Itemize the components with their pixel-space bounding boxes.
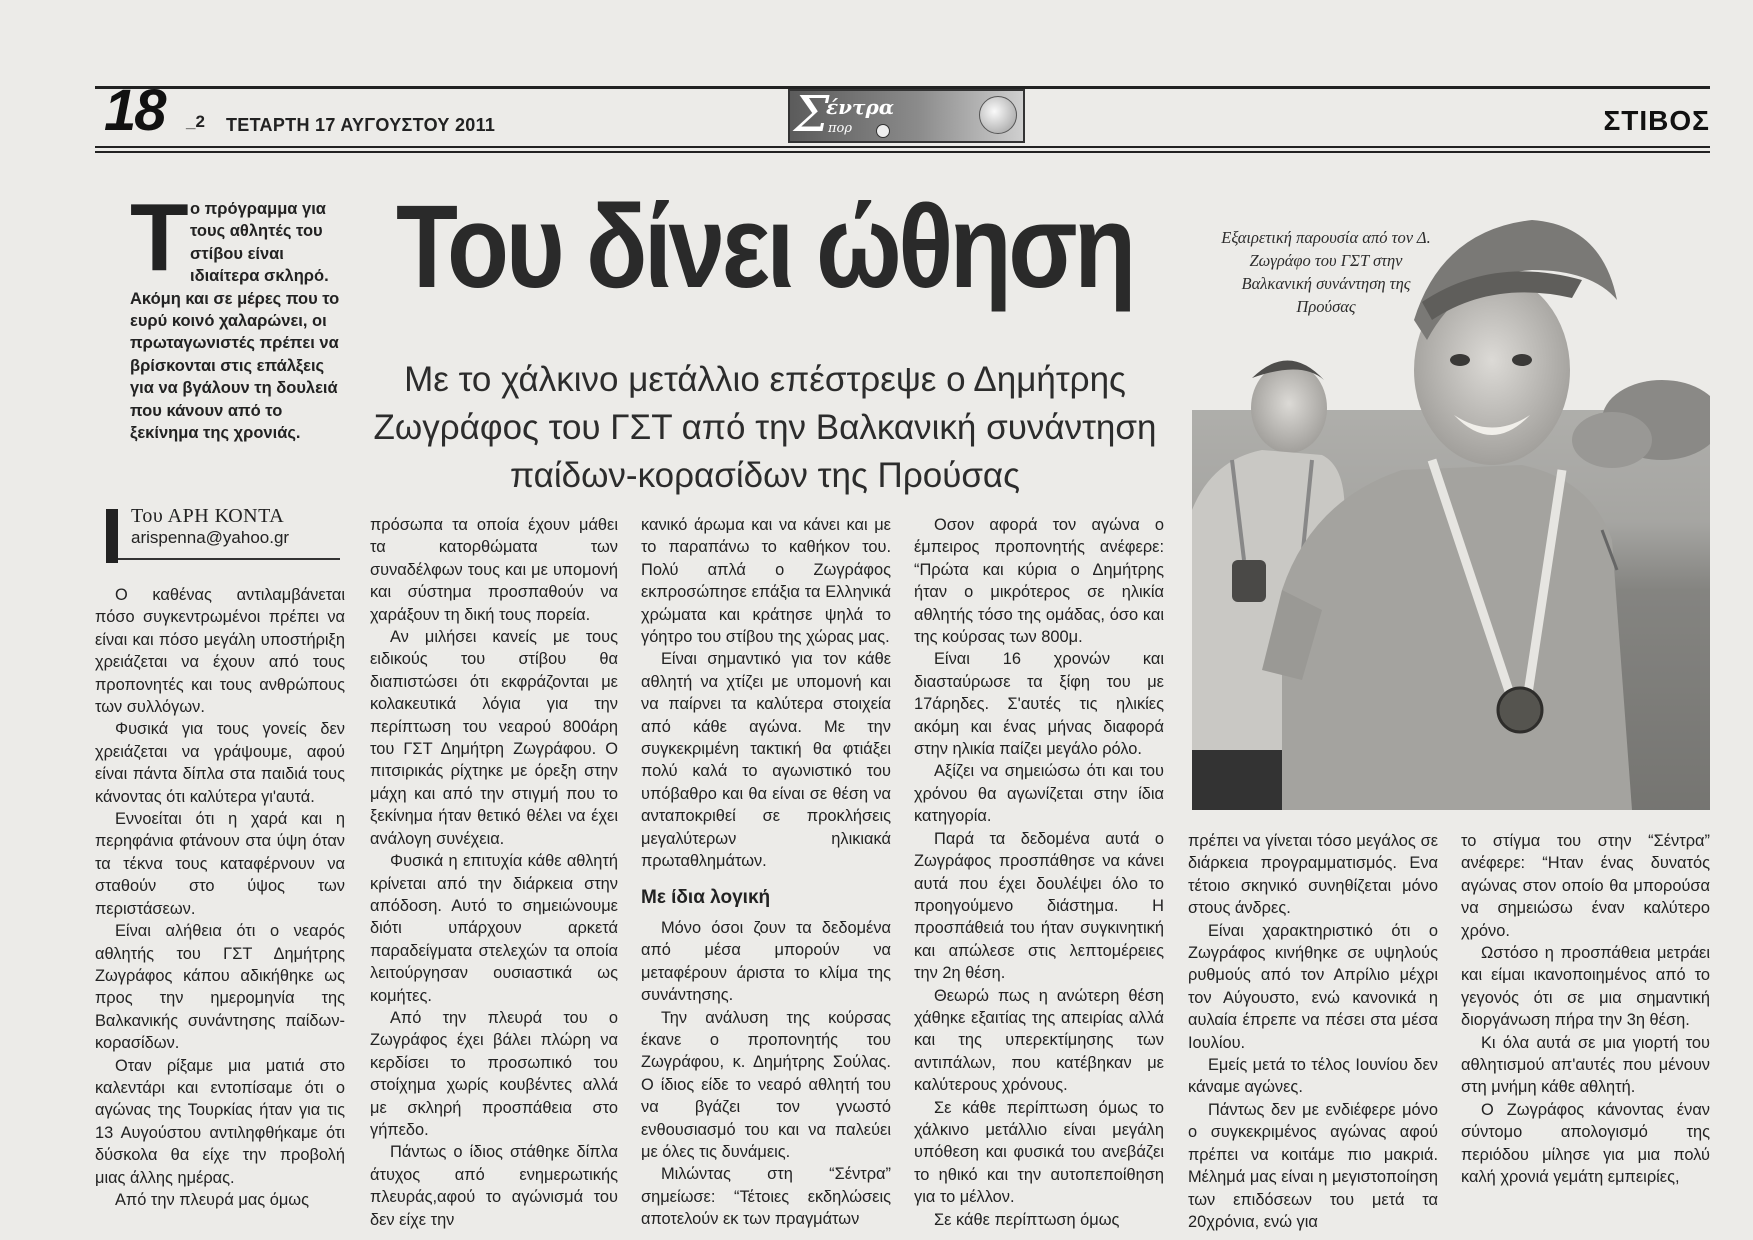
paragraph: Αν μιλήσει κανείς με τους ειδικούς του στίβου θα διαπιστώσει ότι εκφράζονται με κολακευτικά λόγια για την περίπτωση του νεαρού 800άρη του ΓΣΤ Δημήτρη Ζωγράφου. Ο πιτσιρικάς ρίχτηκε με όρεξη στην μάχη και από την στιγμή που το ξεκίνημα ήταν θετικό θέλει να έχει ανάλογη συνέχεια. <box>370 628 618 848</box>
section-subtitle: Με ίδια λογική <box>641 886 771 908</box>
paragraph: Είναι αλήθεια ότι ο νεαρός αθλητής του ΓΣΤ Δημήτρης Ζωγράφος κάπου αδικήθηκε ως προς την ημερομηνία της Βαλκανικής συνάντησης παίδων-κορασίδων. <box>95 922 345 1053</box>
article-subheadline: Με το χάλκινο μετάλλιο επέστρεψε ο Δημήτρης Ζωγράφος του ΓΣΤ από την Βαλκανική συνάντηση παίδων-κορασίδων της Προύσας <box>373 360 1157 495</box>
intro-dropcap: Τ <box>130 184 189 291</box>
article-headline: Του δίνει ώθηση <box>396 181 1133 313</box>
paragraph: Πάντως δεν με ενδιέφερε μόνο ο συγκεκριμένος αγώνας αφού πρέπει να κοιτάμε πιο μακριά. Μέλημά μας είναι η μεγιστοποίηση των επιδόσεων του μετά τα 20χρόνια, ενώ για <box>1188 1100 1438 1231</box>
page-number: 18 <box>104 78 165 143</box>
paragraph: πρόσωπα τα οποία έχουν μάθει τα κατορθώματα των συναδέλφων τους και με υπομονή και σύστημα προσπαθούν να χαράξουν τη δική τους πορεία. <box>370 516 618 624</box>
paragraph: Εμείς μετά το τέλος Ιουνίου δεν κάναμε αγώνες. <box>1188 1056 1438 1097</box>
emblem-icon <box>979 96 1017 134</box>
paragraph: Φυσικά για τους γονείς δεν χρειάζεται να γράψουμε, αφού είναι πάντα δίπλα στα παιδιά τους κάνοντας ότι καλύτερα γι'αυτά. <box>95 720 345 806</box>
article-column-5 <box>1188 830 1438 1240</box>
paragraph: Ο καθένας αντιλαμβάνεται πόσο συγκεντρωμένοι πρέπει να είναι και πόσο μεγάλη υποστήριξη χρειάζεται να έχουν από τους προπονητές και τους ανθρώπους των συλλόγων. <box>95 586 345 717</box>
paragraph: Οσον αφορά τον αγώνα ο έμπειρος προπονητής ανέφερε: “Πρώτα και κύρια ο Δημήτρης ήταν ο μικρότερος σε ηλικία αθλητής τόσο της ομάδας, όσο και της κούρσας των 800μ. <box>914 516 1164 647</box>
paragraph: Την ανάλυση της κούρσας έκανε ο προπονητής του Ζωγράφου, κ. Δημήτρης Σούλας. Ο ίδιος είδε το νεαρό αθλητή του να βγάζει τον γνωστό ενθουσιασμό του και να παλεύει με όλες τις δυνάμεις. <box>641 1008 891 1161</box>
paragraph: Κι όλα αυτά σε μια γιορτή του αθλητισμού απ'αυτές που μένουν στη μνήμη κάθε αθλητή. <box>1461 1033 1710 1097</box>
byline-author: Του ΑΡΗ ΚΟΝΤΑ <box>131 505 285 527</box>
paragraph: κανικό άρωμα και να κάνει και με το παραπάνω το καθήκον του. Πολύ απλά ο Ζωγράφος εκπροσώπησε επάξια τα Ελληνικά χρώματα και κράτησε ψηλά το γόητρο του στίβου της χώρας μας. <box>641 516 891 647</box>
paragraph: Θεωρώ πως η ανώτερη θέση χάθηκε εξαιτίας της απειρίας αλλά και της υπερεκτίμησης των αντιπάλων, που κατέβηκαν με καλύτερους χρόνους. <box>914 986 1164 1095</box>
paragraph: Ο Ζωγράφος κάνοντας έναν σύντομο απολογισμό της περιόδου μίλησε για μια πολύ καλή χρονιά γεμάτη εμπειρίες, <box>1461 1100 1710 1187</box>
paragraph: Είναι σημαντικό για τον κάθε αθλητή να χτίζει με υπομονή και να παίρνει τα καλύτερα στοιχεία από κάθε αγώνα. Με την συγκεκριμένη τακτική θα φτιάξει πολύ καλά το αγωνιστικό του υπόβαθρο και θα είναι σε θέση να ανταποκριθεί σε προκλήσεις μεγαλύτερων ηλικιακά πρωταθλημάτων. <box>641 650 891 871</box>
paragraph: Οταν ρίξαμε μια ματιά στο καλεντάρι και εντοπίσαμε ότι ο αγώνας της Τουρκίας ήταν για τις 13 Αυγούστου αντιληφθήκαμε ότι δύσκολα θα είχε την προβολή μιας άλλης ημέρας. <box>95 1056 345 1187</box>
section-title: ΣΤΙΒΟΣ <box>1603 105 1710 136</box>
issue-date: ΤΕΤΑΡΤΗ 17 ΑΥΓΟΥΣΤΟΥ 2011 <box>226 115 496 135</box>
article-column-6 <box>1461 830 1710 1240</box>
byline-bar <box>106 509 118 563</box>
paragraph: Εννοείται ότι η χαρά και η περηφάνια φτάνουν στα ύψη όταν τα τέκνα τους καταφέρνουν να σταθούν στο ύψος των περιστάσεων. <box>95 810 345 918</box>
header-bottom-rule <box>95 146 1710 148</box>
paragraph: Σε κάθε περίπτωση όμως το χάλκινο μετάλλιο είναι μεγάλη υπόθεση και φυσικά του ανεβάζει το ηθικό και την αυτοπεποίθηση για το μέλλον. <box>914 1098 1164 1207</box>
byline-email: arispenna@yahoo.gr <box>131 528 290 547</box>
paragraph: Μόνο όσοι ζουν τα δεδομένα από μέσα μπορούν να μεταφέρουν άριστα το κλίμα της συνάντησης. <box>641 918 891 1005</box>
paragraph: Σε κάθε περίπτωση όμως <box>934 1210 1120 1229</box>
paragraph: Είναι χαρακτηριστικό ότι ο Ζωγράφος κινήθηκε σε υψηλούς ρυθμούς από τον Απρίλιο μέχρι τον Αύγουστο, ενώ κανονικά η αυλαία έπρεπε να πέσει στα μέσα Ιουλίου. <box>1188 921 1438 1052</box>
paragraph: Φυσικά η επιτυχία κάθε αθλητή κρίνεται από την διάρκεια στην απόδοση. Αυτό το σημειώνουμε διότι υπάρχουν αρκετά παραδείγματα στελεχών τα οποία λειτούργησαν ουσιαστικά ως κομήτες. <box>370 852 618 1005</box>
article-column-2 <box>370 514 618 1240</box>
article-column-4 <box>914 514 1164 1240</box>
page-number-suffix: _2 <box>186 112 205 131</box>
sentra-logo <box>788 89 1025 143</box>
logo-sub-text: πορ <box>828 121 853 136</box>
paragraph: Από την πλευρά μας όμως <box>115 1190 310 1209</box>
logo-sigma: Σ <box>794 89 830 143</box>
paragraph: το στίγμα του στην “Σέντρα” ανέφερε: “Ηταν ένας δυνατός αγώνας στον οποίο θα μπορούσα να σημειώσω έναν καλύτερο χρόνο. <box>1461 832 1710 940</box>
paragraph: Παρά τα δεδομένα αυτά ο Ζωγράφος προσπάθησε να κάνει αυτά που έχει δουλέψει όλο το προηγούμενο διάστημα. Η προσπάθειά του ήταν συγκινητική και απώλεσε στις λεπτομέρειες την 2η θέση. <box>914 829 1164 983</box>
paragraph: Αξίζει να σημειώσω ότι και του χρόνου θα αγωνίζεται στην ίδια κατηγορία. <box>914 762 1164 826</box>
intro-paragraph: ο πρόγραμμα για τους αθλητές του στίβου είναι ιδιαίτερα σκληρό. Ακόμη και σε μέρες που το ευρύ κοινό χαλαρώνει, οι πρωταγωνιστές πρέπει να βρίσκονται στις επάλξεις για να βγάλουν τη δουλειά που κάνουν από το ξεκίνημα της χρονιάς. <box>130 200 340 443</box>
header-bottom-rule-2 <box>95 151 1710 153</box>
byline-rule <box>118 558 340 560</box>
article-column-3 <box>641 514 891 1240</box>
paragraph: Είναι 16 χρονών και διασταύρωσε τα ξίφη του με 17άρηδες. Σ'αυτές τις ηλικίες ακόμη και ένας μήνας διαφορά στην ηλικία παίζει μεγάλο ρόλο. <box>914 650 1164 759</box>
paragraph: Μιλώντας στη “Σέντρα” σημείωσε: “Τέτοιες εκδηλώσεις αποτελούν εκ των πραγμάτων <box>641 1165 891 1229</box>
paragraph: Από την πλευρά του ο Ζωγράφος έχει βάλει πλώρη να κερδίσει το προσωπικό του στοίχημα χωρίς κουβέντες αλλά με σκληρή προσπάθεια στο γήπεδο. <box>370 1008 618 1139</box>
paragraph: πρέπει να γίνεται τόσο μεγάλος σε διάρκεια προγραμματισμός. Ενα τέτοιο σκηνικό συνηθίζεται μόνο στους άνδρες. <box>1188 832 1438 918</box>
paragraph: Πάντως ο ίδιος στάθηκε δίπλα άτυχος από ενημερωτικής πλευράς,αφού το αγώνισμά του δεν είχε την <box>370 1143 618 1229</box>
article-column-1 <box>95 584 345 1240</box>
ball-icon <box>876 124 890 138</box>
logo-main-text: έντρα <box>826 95 895 119</box>
photo-caption: Εξαιρετική παρουσία από τον Δ. Ζωγράφο του ΓΣΤ στην Βαλκανική συνάντηση της Προύσας <box>1221 228 1431 316</box>
paragraph: Ωστόσο η προσπάθεια μετράει και είμαι ικανοποιημένος από το γεγονός ότι σε μια σημαντική διοργάνωση πήρα την 3η θέση. <box>1461 944 1710 1030</box>
